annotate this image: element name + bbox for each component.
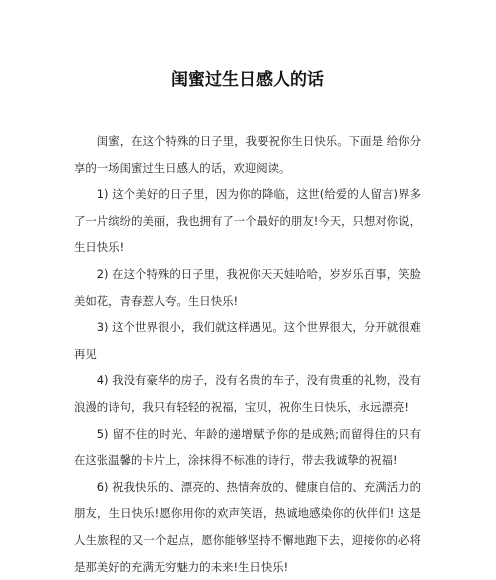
paragraph-3: 3) 这个世界很小，我们就这样遇见。这个世界很大，分开就很难再见 (74, 320, 421, 361)
paragraph-4: 4) 我没有豪华的房子，没有名贵的车子，没有贵重的礼物，没有浪漫的诗句，我只有轻轻的祝福，宝贝，祝你生日快乐，永远漂亮! (74, 373, 421, 414)
paragraph-6: 6) 祝我快乐的、漂亮的、热情奔放的、健康自信的、充满活力的朋友，生日快乐!愿你用你的欢声笑语，热诚地感染你的伙伴们! 这是人生旅程的又一个起点，愿你能够坚持不懈地跑下去，迎接你的必将是那美好的充满无穷魅力的未来!生日快乐! (74, 479, 421, 574)
paragraph-intro: 闺蜜，在这个特殊的日子里，我要祝你生日快乐。下面是 给你分享的一场闺蜜过生日感人的话，欢迎阅读。 (74, 134, 421, 175)
article-body (74, 128, 421, 580)
paragraph-2: 2) 在这个特殊的日子里，我祝你天天娃哈哈，岁岁乐百事，笑脸美如花，青春惹人夸。生日快乐! (74, 266, 421, 308)
paragraph-1: 1) 这个美好的日子里，因为你的降临，这世(给爱的人留言)界多了一片缤纷的美丽，我也拥有了一个最好的朋友!今天，只想对你说，生日快乐! (74, 187, 421, 255)
paragraph-5: 5) 留不住的时光、年龄的递增赋予你的是成熟;而留得住的只有在这张温馨的卡片上，涂抹得不标准的诗行，带去我诚挚的祝福! (74, 426, 421, 468)
article-title: 闺蜜过生日感人的话 (171, 70, 324, 90)
